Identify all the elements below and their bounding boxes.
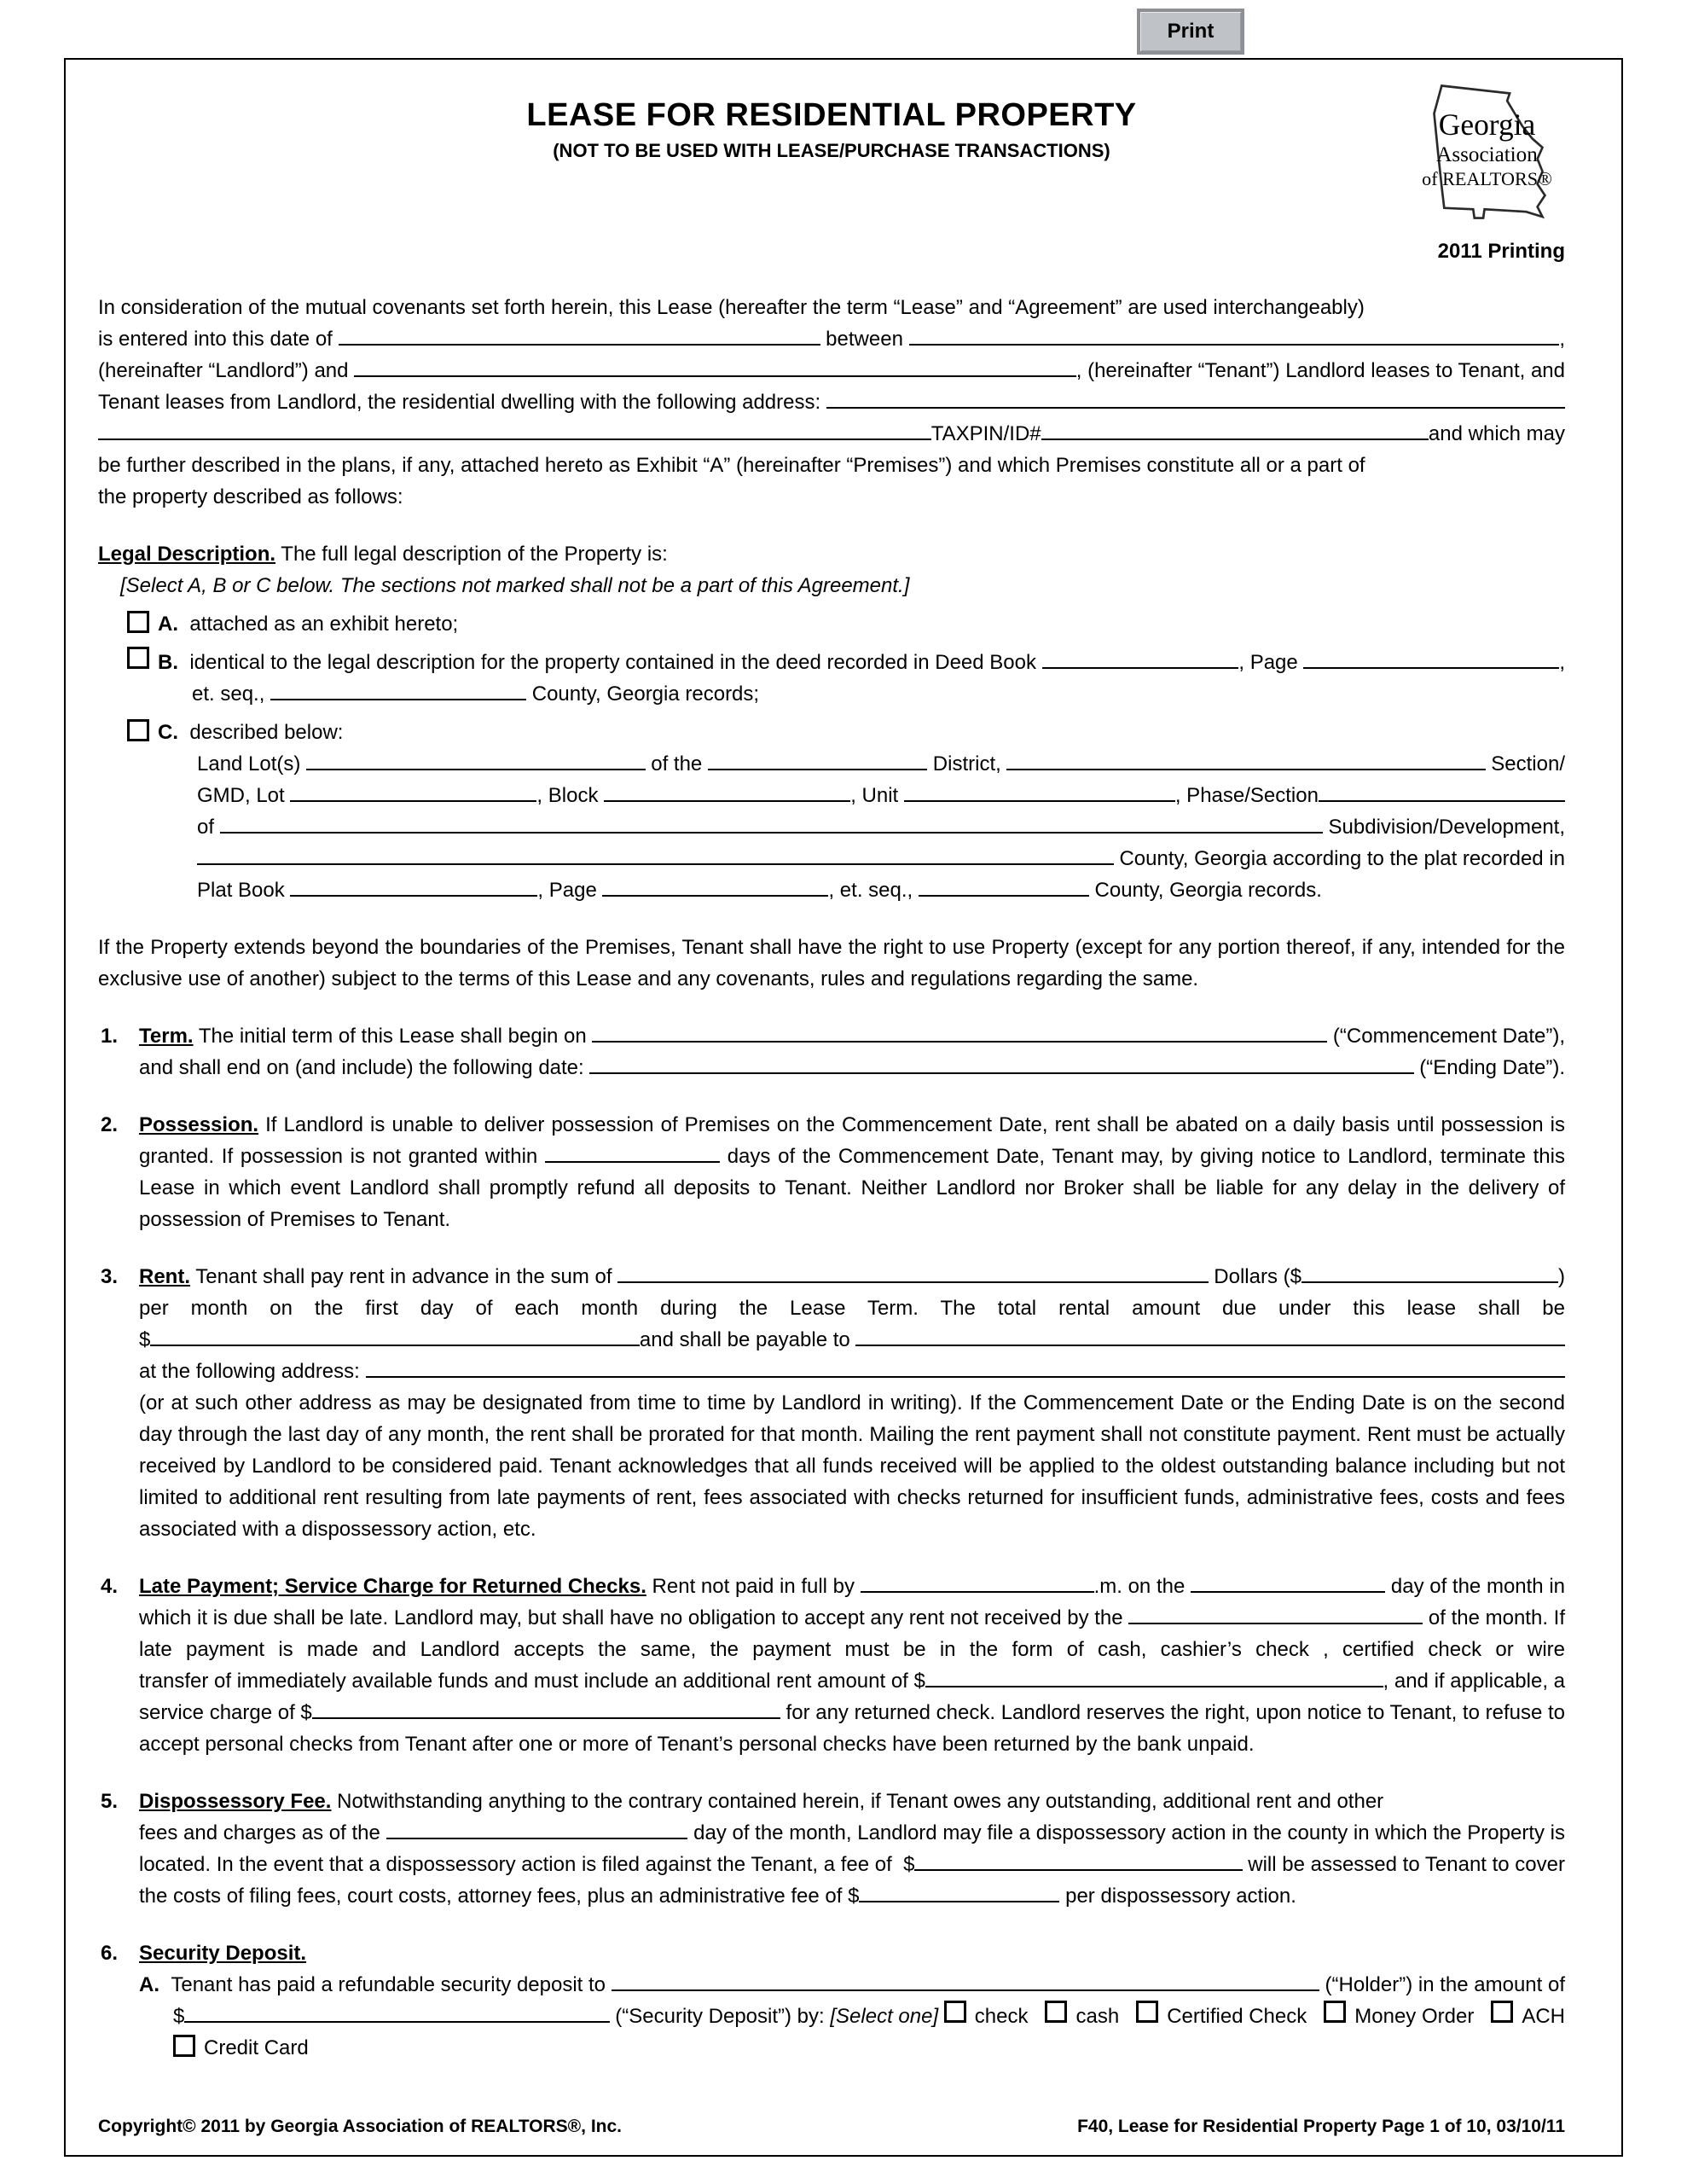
text-run: attached as an exhibit hereto; bbox=[189, 613, 459, 636]
text-run: ) bbox=[1558, 1265, 1565, 1288]
text-run: be further described in the plans, if any, attached hereto as Exhibit “A” (hereinafter “Premises”) and which Premises constitute all or a part of bbox=[98, 454, 1365, 477]
blank-field bbox=[855, 1345, 1565, 1346]
text-run: cash bbox=[1075, 2005, 1137, 2028]
blank-field bbox=[290, 800, 536, 802]
section-3-rent-line-2 bbox=[139, 1292, 1565, 1324]
text-run: Plat Book bbox=[197, 879, 291, 902]
text-run: Security Deposit. bbox=[139, 1942, 307, 1965]
text-run: fees and charges as of the bbox=[139, 1821, 386, 1844]
text-run: (“Ending Date”). bbox=[1413, 1056, 1565, 1079]
blank-field bbox=[220, 832, 1323, 834]
blank-field bbox=[98, 439, 931, 440]
printing-notice: 2011 Printing bbox=[1437, 240, 1565, 263]
checkbox bbox=[1136, 2001, 1158, 2023]
blank-field bbox=[904, 800, 1175, 802]
text-run: Money Order bbox=[1354, 2005, 1492, 2028]
section-3-rent-line-4 bbox=[139, 1356, 1565, 1387]
blank-field bbox=[914, 1869, 1242, 1871]
blank-field bbox=[925, 1686, 1383, 1687]
section-number: 6. bbox=[101, 1942, 119, 1965]
text-run: If the Property extends beyond the boundaries of the Premises, Tenant shall have the right to use Property (except for any portion thereof, if any, intended for the exclusive use of another) subject to the terms of this Lease and any covenants, rules and regulations regarding the same. bbox=[98, 936, 1565, 990]
blank-field bbox=[1319, 800, 1565, 802]
text-run: will be assessed to Tenant to cover bbox=[1242, 1853, 1565, 1876]
checkbox bbox=[173, 2035, 195, 2057]
section-5-dispossessory-line-4 bbox=[139, 1880, 1565, 1912]
print-button[interactable]: Print bbox=[1137, 9, 1244, 55]
text-run: Credit Card bbox=[204, 2036, 309, 2059]
section-number: 4. bbox=[101, 1575, 119, 1598]
text-run: [Select one] bbox=[830, 2005, 944, 2028]
section-number: 2. bbox=[101, 1113, 119, 1136]
text-run: If Landlord is unable to deliver possession of Premises on the Commencement Date, rent shall be abated on a daily basis until possession is granted. If possession is not granted within bbox=[139, 1113, 1565, 1168]
checkbox bbox=[127, 647, 149, 669]
blank-field bbox=[861, 1591, 1094, 1593]
text-run: ACH bbox=[1522, 2005, 1565, 2028]
blank-field bbox=[604, 800, 850, 802]
logo-text-association: Association bbox=[1436, 143, 1538, 167]
text-run: which it is due shall be late. Landlord may, but shall have no obligation to accept any rent not received by the bbox=[139, 1606, 1129, 1629]
legal-option-b bbox=[127, 647, 1565, 678]
blank-field bbox=[270, 696, 526, 700]
text-run: , bbox=[1559, 651, 1565, 674]
blank-field bbox=[617, 1281, 1208, 1283]
text-run: County, Georgia records; bbox=[526, 682, 760, 706]
text-run: (hereinafter “Landlord”) and bbox=[98, 359, 355, 382]
intro-line-4 bbox=[98, 386, 1565, 418]
blank-field bbox=[1041, 439, 1429, 440]
blank-field bbox=[589, 1072, 1413, 1074]
text-run: .m. on the bbox=[1093, 1575, 1191, 1598]
text-run: [Select A, B or C below. The sections not marked shall not be a part of this Agreement.] bbox=[120, 574, 910, 597]
text-run: Rent. bbox=[139, 1265, 190, 1288]
blank-field bbox=[545, 1159, 720, 1163]
text-run: Tenant shall pay rent in advance in the sum of bbox=[190, 1265, 618, 1288]
gar-logo bbox=[1406, 75, 1570, 234]
blank-field bbox=[1042, 667, 1239, 669]
text-run: , Block bbox=[536, 784, 605, 807]
text-run: The initial term of this Lease shall begin on bbox=[193, 1025, 593, 1048]
text-run: per month on the first day of each month during the Lease Term. The total rental amount due under this lease shall be bbox=[139, 1297, 1565, 1320]
text-run: and shall be payable to bbox=[639, 1328, 856, 1351]
blank-field bbox=[1191, 1591, 1385, 1593]
text-run: In consideration of the mutual covenants set forth herein, this Lease (hereafter the term “Lease” and “Agreement” are used interchangeably) bbox=[98, 296, 1365, 319]
section-number: 5. bbox=[101, 1790, 119, 1813]
text-run: (“Security Deposit”) by: bbox=[609, 2005, 831, 2028]
text-run: County, Georgia records. bbox=[1088, 879, 1322, 902]
text-run: Section/ bbox=[1485, 752, 1565, 775]
text-run: et. seq., bbox=[192, 682, 271, 706]
text-run: Rent not paid in full by bbox=[646, 1575, 861, 1598]
blank-field bbox=[1301, 1281, 1558, 1283]
text-run: Legal Description. bbox=[98, 543, 276, 566]
text-run: A. bbox=[139, 1973, 171, 1996]
text-run: GMD, Lot bbox=[197, 784, 291, 807]
text-run: of bbox=[197, 816, 220, 839]
blank-field bbox=[290, 892, 537, 897]
section-number: 1. bbox=[101, 1025, 119, 1048]
text-run: A. bbox=[158, 613, 190, 636]
section-6-item-a-line-2 bbox=[173, 2001, 1565, 2032]
text-run: days of the Commencement Date, Tenant may, by giving notice to Landlord, terminate this Lease in which event Landlord shall promptly refund all deposits to Tenant. Neither Landlord nor Broker shall be liable for any delay in the delivery of possession of Premises to Tenant. bbox=[139, 1145, 1565, 1231]
text-run: (“Holder”) in the amount of bbox=[1319, 1973, 1565, 1996]
section-4-late-payment-line-4 bbox=[139, 1665, 1565, 1697]
blank-field bbox=[708, 769, 927, 770]
blank-field bbox=[150, 1345, 640, 1346]
text-run: of the bbox=[645, 752, 708, 775]
text-run: is entered into this date of bbox=[98, 328, 339, 351]
section-6-item-a-line-1 bbox=[139, 1969, 1565, 2001]
text-run: , et. seq., bbox=[828, 879, 919, 902]
text-run: Possession. bbox=[139, 1113, 259, 1136]
document-footer bbox=[98, 2116, 1565, 2138]
blank-field bbox=[184, 2021, 609, 2023]
footer-reference: F40, Lease for Residential Property Page 1 of 10, 03/10/11 bbox=[1077, 2117, 1565, 2136]
document-content bbox=[98, 60, 1565, 2064]
blank-field bbox=[197, 863, 1114, 865]
text-run: between bbox=[820, 328, 909, 351]
document-body bbox=[98, 292, 1565, 2064]
section-5-dispossessory-line-1 bbox=[101, 1786, 1565, 1817]
text-run: , (hereinafter “Tenant”) Landlord leases to Tenant, and bbox=[1075, 359, 1565, 382]
text-run: the costs of filing fees, court costs, attorney fees, plus an administrative fee of $ bbox=[139, 1885, 860, 1908]
checkbox bbox=[127, 611, 149, 633]
legal-select-instruction bbox=[120, 570, 1565, 601]
intro-line-2 bbox=[98, 323, 1565, 355]
text-run: Term. bbox=[139, 1025, 194, 1048]
section-3-rent-line-1 bbox=[101, 1261, 1565, 1292]
blank-field bbox=[339, 344, 820, 346]
legal-description-heading bbox=[98, 538, 1565, 570]
text-run: (“Commencement Date”), bbox=[1327, 1025, 1565, 1048]
text-run: $ bbox=[173, 2005, 185, 2028]
logo-text-realtors: of REALTORS® bbox=[1422, 168, 1552, 190]
text-run: (or at such other address as may be designated from time to time by Landlord in writing). If the Commencement Date or the Ending Date is on the second day through the last day of any month, the rent shall be prorated for that month. Mailing the rent payment shall not constitute payment. Rent must be actually received by Landlord to be considered paid. Tenant acknowledges that all funds received will be applied to the oldest outstanding balance including but not limited to additional rent resulting from late payments of rent, fees associated with checks returned for insufficient funds, administrative fees, costs and fees associated with a dispossessory action, etc. bbox=[139, 1391, 1565, 1541]
intro-line-1 bbox=[98, 292, 1565, 323]
legal-option-c bbox=[127, 717, 1565, 748]
section-number: 3. bbox=[101, 1265, 119, 1288]
section-3-rent-line-3 bbox=[139, 1324, 1565, 1356]
blank-field bbox=[859, 1898, 1059, 1902]
legal-option-a bbox=[127, 608, 1565, 640]
text-run: C. bbox=[158, 721, 190, 744]
blank-field bbox=[1303, 667, 1559, 669]
blank-field bbox=[306, 769, 645, 770]
text-run: service charge of $ bbox=[139, 1701, 312, 1724]
section-4-late-payment-line-3 bbox=[139, 1634, 1565, 1665]
section-2-possession bbox=[101, 1109, 1565, 1235]
text-run: identical to the legal description for the property contained in the deed recorded in Deed Book bbox=[189, 651, 1042, 674]
text-run: of the month. If bbox=[1423, 1606, 1565, 1629]
legal-c-line-5 bbox=[197, 874, 1565, 906]
blank-field bbox=[1128, 1623, 1423, 1624]
section-5-dispossessory-line-2 bbox=[139, 1817, 1565, 1849]
text-run: late payment is made and Landlord accepts the same, the payment must be in the form of cash, cashier’s check , certified check or wire bbox=[139, 1638, 1565, 1661]
legal-c-line-2 bbox=[197, 780, 1565, 811]
section-4-late-payment-line-6 bbox=[139, 1728, 1565, 1760]
text-run: described below: bbox=[189, 721, 344, 744]
text-run: the property described as follows: bbox=[98, 485, 403, 508]
section-4-late-payment-line-2 bbox=[139, 1602, 1565, 1634]
section-6-item-a-line-3 bbox=[173, 2032, 1565, 2064]
text-run: day of the month, Landlord may file a dispossessory action in the county in which the Property is bbox=[687, 1821, 1565, 1844]
page-title: LEASE FOR RESIDENTIAL PROPERTY bbox=[526, 97, 1137, 133]
text-run: , Page bbox=[1238, 651, 1304, 674]
text-run: , and if applicable, a bbox=[1383, 1670, 1565, 1693]
blank-field bbox=[354, 375, 1076, 377]
checkbox bbox=[944, 2001, 966, 2023]
text-run: The full legal description of the Property is: bbox=[275, 543, 668, 566]
text-run: Certified Check bbox=[1167, 2005, 1325, 2028]
legal-option-b-cont bbox=[192, 678, 1565, 710]
property-extends-paragraph bbox=[98, 932, 1565, 995]
text-run: per dispossessory action. bbox=[1059, 1885, 1296, 1908]
section-4-late-payment-line-1 bbox=[101, 1571, 1565, 1602]
text-run: Late Payment; Service Charge for Returned Checks. bbox=[139, 1575, 646, 1598]
section-5-dispossessory-line-3 bbox=[139, 1849, 1565, 1880]
text-run: County, Georgia according to the plat recorded in bbox=[1113, 847, 1565, 870]
text-run: and shall end on (and include) the following date: bbox=[139, 1056, 590, 1079]
text-run: , Phase/Section bbox=[1174, 784, 1319, 807]
section-1-term-line-2 bbox=[139, 1052, 1565, 1083]
text-run: accept personal checks from Tenant after one or more of Tenant’s personal checks have been returned by the bank unpaid. bbox=[139, 1733, 1255, 1756]
checkbox bbox=[1045, 2001, 1067, 2023]
section-3-rent-paragraph bbox=[139, 1387, 1565, 1545]
checkbox bbox=[1324, 2001, 1346, 2023]
text-run: TAXPIN/ID# bbox=[930, 422, 1041, 445]
text-run: located. In the event that a dispossessory action is filed against the Tenant, a fee of $ bbox=[139, 1853, 915, 1876]
text-run: day of the month in bbox=[1385, 1575, 1565, 1598]
section-1-term-line-1 bbox=[101, 1020, 1565, 1052]
intro-line-5 bbox=[98, 418, 1565, 450]
blank-field bbox=[919, 892, 1089, 897]
text-run: Tenant leases from Landlord, the residential dwelling with the following address: bbox=[98, 391, 826, 414]
intro-line-6 bbox=[98, 450, 1565, 481]
footer-copyright: Copyright© 2011 by Georgia Association of REALTORS®, Inc. bbox=[98, 2117, 623, 2136]
blank-field bbox=[1006, 769, 1485, 770]
text-run: B. bbox=[158, 651, 190, 674]
blank-field bbox=[366, 1376, 1566, 1378]
text-run: Dollars ($ bbox=[1208, 1265, 1301, 1288]
legal-c-line-1 bbox=[197, 748, 1565, 780]
text-run: , bbox=[1559, 328, 1565, 351]
logo-text-georgia: Georgia bbox=[1438, 107, 1536, 142]
intro-line-7 bbox=[98, 481, 1565, 513]
intro-line-3 bbox=[98, 355, 1565, 386]
text-run: Notwithstanding anything to the contrary contained herein, if Tenant owes any outstanding, additional rent and other bbox=[331, 1790, 1384, 1813]
text-run: , Page bbox=[537, 879, 603, 902]
legal-c-line-4 bbox=[197, 843, 1565, 874]
legal-c-line-3 bbox=[197, 811, 1565, 843]
blank-field bbox=[592, 1041, 1327, 1043]
checkbox bbox=[127, 719, 149, 741]
section-4-late-payment-line-5 bbox=[139, 1697, 1565, 1728]
text-run: Subdivision/Development, bbox=[1322, 816, 1565, 839]
blank-field bbox=[386, 1838, 688, 1839]
text-run: $ bbox=[139, 1328, 151, 1351]
text-run: District, bbox=[927, 752, 1007, 775]
document-frame bbox=[64, 58, 1623, 2157]
blank-field bbox=[602, 892, 828, 897]
page-subtitle: (NOT TO BE USED WITH LEASE/PURCHASE TRANSACTIONS) bbox=[553, 140, 1110, 161]
text-run: , Unit bbox=[850, 784, 904, 807]
blank-field bbox=[312, 1717, 780, 1719]
text-run: Dispossessory Fee. bbox=[139, 1790, 332, 1813]
text-run: Land Lot(s) bbox=[197, 752, 307, 775]
section-6-security-deposit-heading bbox=[101, 1937, 1565, 1969]
text-run: at the following address: bbox=[139, 1360, 366, 1383]
text-run: transfer of immediately available funds and must include an additional rent amount of $ bbox=[139, 1670, 925, 1693]
text-run: and which may bbox=[1428, 422, 1565, 445]
blank-field bbox=[909, 344, 1560, 346]
text-run: Tenant has paid a refundable security deposit to bbox=[171, 1973, 612, 1996]
blank-field bbox=[612, 1989, 1319, 1991]
checkbox bbox=[1491, 2001, 1513, 2023]
text-run: for any returned check. Landlord reserves the right, upon notice to Tenant, to refuse to bbox=[780, 1701, 1565, 1724]
text-run: check bbox=[974, 2005, 1046, 2028]
blank-field bbox=[826, 407, 1565, 409]
